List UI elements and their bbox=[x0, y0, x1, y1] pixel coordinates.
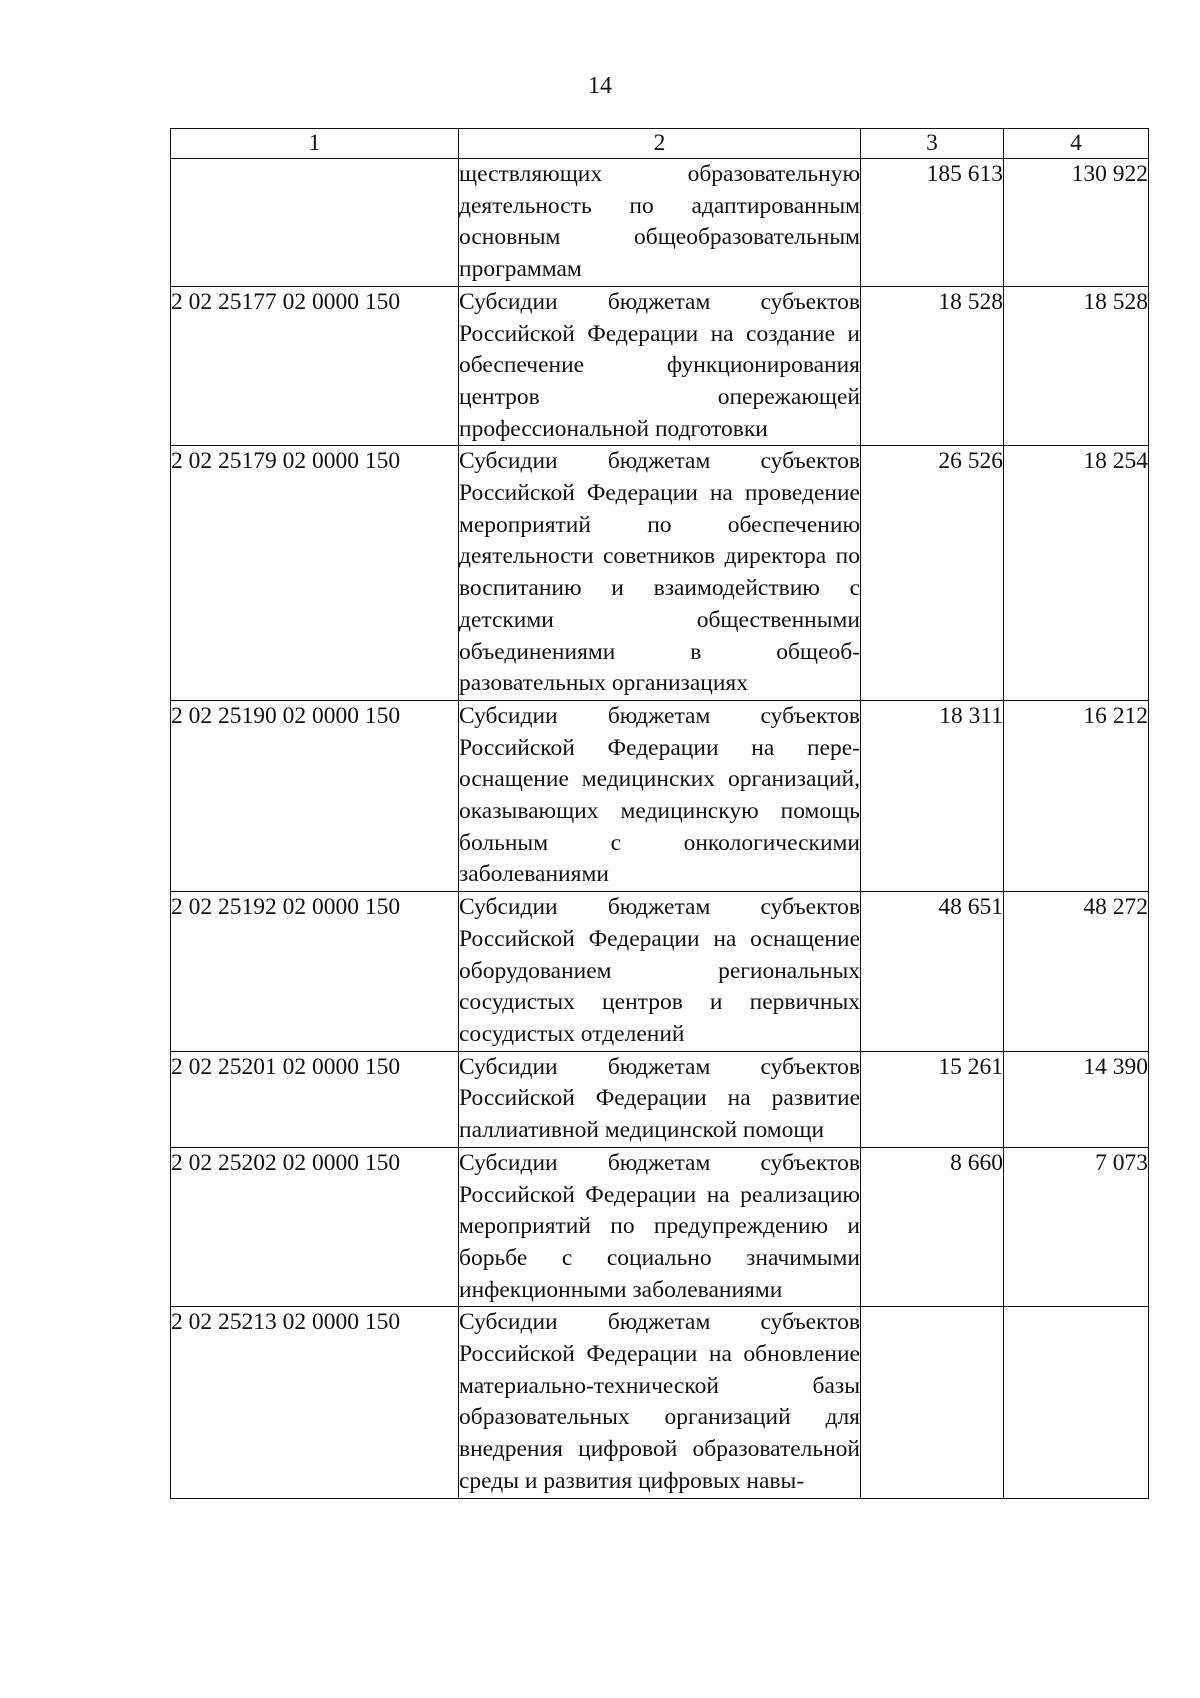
amount-col3: 185 613 bbox=[861, 159, 1004, 287]
amount-col3: 18 311 bbox=[861, 700, 1004, 891]
revenue-code: 2 02 25201 02 0000 150 bbox=[171, 1051, 459, 1147]
revenue-code: 2 02 25213 02 0000 150 bbox=[171, 1307, 459, 1498]
amount-col3: 8 660 bbox=[861, 1147, 1004, 1307]
amount-col3: 15 261 bbox=[861, 1051, 1004, 1147]
revenue-code: 2 02 25179 02 0000 150 bbox=[171, 446, 459, 701]
revenue-description: Субсидии бюджетам субъектов Российской Федерации на проведение мероприятий по обеспечению деятельности советников директора по воспитанию и взаимодействию с детскими общественными объединениями в общеобразовательных организациях bbox=[459, 446, 861, 701]
table-row bbox=[171, 1147, 1149, 1307]
revenue-description: Субсидии бюджетам субъектов Российской Федерации на развитие паллиативной медицинской помощи bbox=[459, 1051, 861, 1147]
revenue-description: Субсидии бюджетам субъектов Российской Федерации на создание и обеспечение функционирования центров опережающей профессиональной подготовки bbox=[459, 286, 861, 446]
amount-col3: 18 528 bbox=[861, 286, 1004, 446]
table-row bbox=[171, 286, 1149, 446]
amount-col4: 48 272 bbox=[1004, 892, 1149, 1052]
amount-col4: 130 922 bbox=[1004, 159, 1149, 287]
table-row bbox=[171, 159, 1149, 287]
revenue-description: Субсидии бюджетам субъектов Российской Федерации на переоснащение медицинских организаций, оказывающих медицинскую помощь больным с онкологическими заболеваниями bbox=[459, 700, 861, 891]
page-number: 14 bbox=[588, 73, 612, 99]
amount-col3: 26 526 bbox=[861, 446, 1004, 701]
revenue-code: 2 02 25177 02 0000 150 bbox=[171, 286, 459, 446]
column-header-1: 1 bbox=[171, 129, 459, 159]
table-header-row bbox=[171, 129, 1149, 159]
amount-col4: 18 528 bbox=[1004, 286, 1149, 446]
amount-col4: 16 212 bbox=[1004, 700, 1149, 891]
table-row bbox=[171, 446, 1149, 701]
revenue-description: ществляющих образовательную деятельность по адаптированным основным общеобразовательным программам bbox=[459, 159, 861, 287]
revenue-code: 2 02 25202 02 0000 150 bbox=[171, 1147, 459, 1307]
table-row bbox=[171, 892, 1149, 1052]
table-row bbox=[171, 1051, 1149, 1147]
amount-col4 bbox=[1004, 1307, 1149, 1498]
revenue-description: Субсидии бюджетам субъектов Российской Федерации на реализацию мероприятий по предупреждению и борьбе с социально значимыми инфекционными заболеваниями bbox=[459, 1147, 861, 1307]
budget-table bbox=[170, 128, 1149, 1499]
column-header-3: 3 bbox=[861, 129, 1004, 159]
table-row bbox=[171, 700, 1149, 891]
amount-col4: 7 073 bbox=[1004, 1147, 1149, 1307]
revenue-description: Субсидии бюджетам субъектов Российской Федерации на оснащение оборудованием региональных сосудистых центров и первичных сосудистых отделений bbox=[459, 892, 861, 1052]
column-header-4: 4 bbox=[1004, 129, 1149, 159]
column-header-2: 2 bbox=[459, 129, 861, 159]
revenue-code bbox=[171, 159, 459, 287]
amount-col4: 18 254 bbox=[1004, 446, 1149, 701]
table-row bbox=[171, 1307, 1149, 1498]
amount-col3: 48 651 bbox=[861, 892, 1004, 1052]
revenue-code: 2 02 25192 02 0000 150 bbox=[171, 892, 459, 1052]
amount-col4: 14 390 bbox=[1004, 1051, 1149, 1147]
revenue-description: Субсидии бюджетам субъектов Российской Федерации на обновление материально-технической базы образовательных организаций для внедрения цифровой образовательной среды и развития цифровых навы- bbox=[459, 1307, 861, 1498]
amount-col3 bbox=[861, 1307, 1004, 1498]
revenue-code: 2 02 25190 02 0000 150 bbox=[171, 700, 459, 891]
